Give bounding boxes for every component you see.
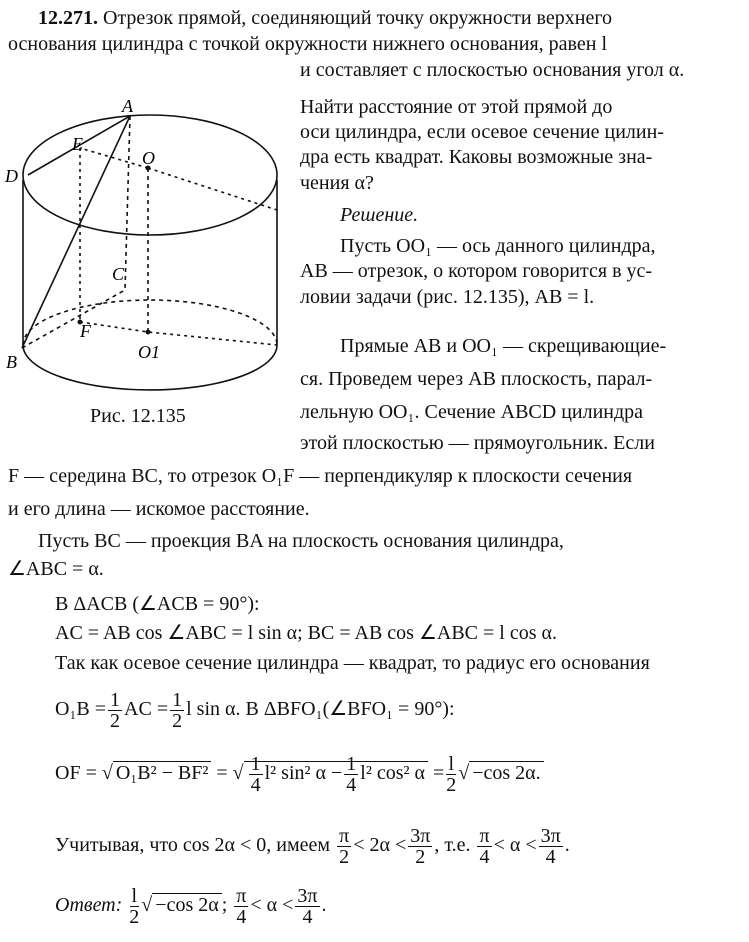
problem-number: 12.271. — [38, 7, 98, 29]
bottom-ellipse-back — [23, 300, 277, 345]
problem-line-4: Найти расстояние от этой прямой до — [300, 96, 613, 118]
answer-label: Ответ: — [55, 894, 123, 917]
equation-OF: OF = √ O₁B² − BF² = √ $\frac{1}{4}$ l² sin² α − $\frac{1}{4}$ l² cos² α = $\frac{l}{2}$ √ −cos 2α. — [55, 754, 544, 795]
solution-line: Так как осевое сечение цилиндра — квадрат, то радиус его основания — [55, 652, 650, 674]
solution-line: лельную OO₁. Сечение ABCD цилиндра — [300, 401, 644, 423]
figure-caption: Рис. 12.135 — [90, 405, 186, 427]
cylinder-figure — [0, 100, 300, 400]
top-ellipse — [23, 115, 277, 235]
solution-line: Пусть BC — проекция BA на плоскость основания цилиндра, — [38, 530, 564, 552]
label-F: F — [80, 321, 91, 341]
bottom-radii — [80, 322, 277, 345]
segment-AC — [125, 116, 130, 290]
solution-line: Прямые AB и OO₁ — скрещивающие- — [340, 335, 667, 357]
solution-line: ся. Проведем через AB плоскость, парал- — [300, 368, 653, 390]
problem-line-1: 12.271. Отрезок прямой, соединяющий точку окружности верхнего — [38, 7, 613, 29]
solution-line: и его длина — искомое расстояние. — [8, 498, 310, 520]
label-D: D — [5, 166, 18, 186]
solution-line: Пусть OO₁ — ось данного цилиндра, — [340, 235, 656, 257]
solution-line: AC = AB cos ∠ABC = l sin α; BC = AB cos ∠ABC = l cos α. — [55, 622, 557, 644]
problem-line-6: дра есть квадрат. Каковы возможные зна- — [300, 146, 653, 168]
solution-line: F — середина BC, то отрезок O₁F — перпендикуляр к плоскости сечения — [8, 465, 633, 487]
problem-line-7: чения α? — [300, 172, 374, 194]
label-O1: O1 — [138, 342, 160, 362]
solution-line: ловии задачи (рис. 12.135), AB = l. — [300, 286, 595, 308]
segment-BC — [22, 290, 125, 348]
problem-line-3: и составляет с плоскостью основания угол α. — [300, 59, 685, 81]
label-O: O — [142, 148, 155, 168]
problem-line-5: оси цилиндра, если осевое сечение цилин- — [300, 121, 664, 143]
label-A: A — [122, 100, 133, 116]
solution-heading: Решение. — [340, 204, 419, 226]
solution-line: этой плоскостью — прямоугольник. Если — [300, 432, 655, 454]
answer: Ответ: $\frac{l}{2}$ √ −cos 2α ; $\frac{\pi}{4}$ < α < $\frac{3\pi}{4}$ . — [55, 885, 327, 928]
label-C: C — [112, 264, 125, 284]
solution-line: В ΔACB (∠ACB = 90°): — [55, 593, 260, 615]
solution-line: AB — отрезок, о котором говорится в ус- — [300, 260, 653, 282]
solution-line: ∠ABC = α. — [8, 558, 104, 580]
problem-line-2: основания цилиндра с точкой окружности нижнего основания, равен l — [8, 33, 608, 55]
label-B: B — [6, 352, 17, 372]
equation-condition: Учитывая, что cos 2α < 0, имеем $\frac{\pi}{2}$ < 2α < $\frac{3\pi}{2}$ , т.е. $\frac{\pi}{4}$ < α < $\frac{3\pi}{4}$ . — [55, 825, 570, 868]
equation-O1B: O₁B = $\frac{1}{2}$ AC = $\frac{1}{2}$ l sin α. В ΔBFO₁(∠BFO₁ = 90°): — [55, 689, 455, 732]
top-radii — [80, 148, 277, 210]
label-E: E — [72, 134, 83, 154]
